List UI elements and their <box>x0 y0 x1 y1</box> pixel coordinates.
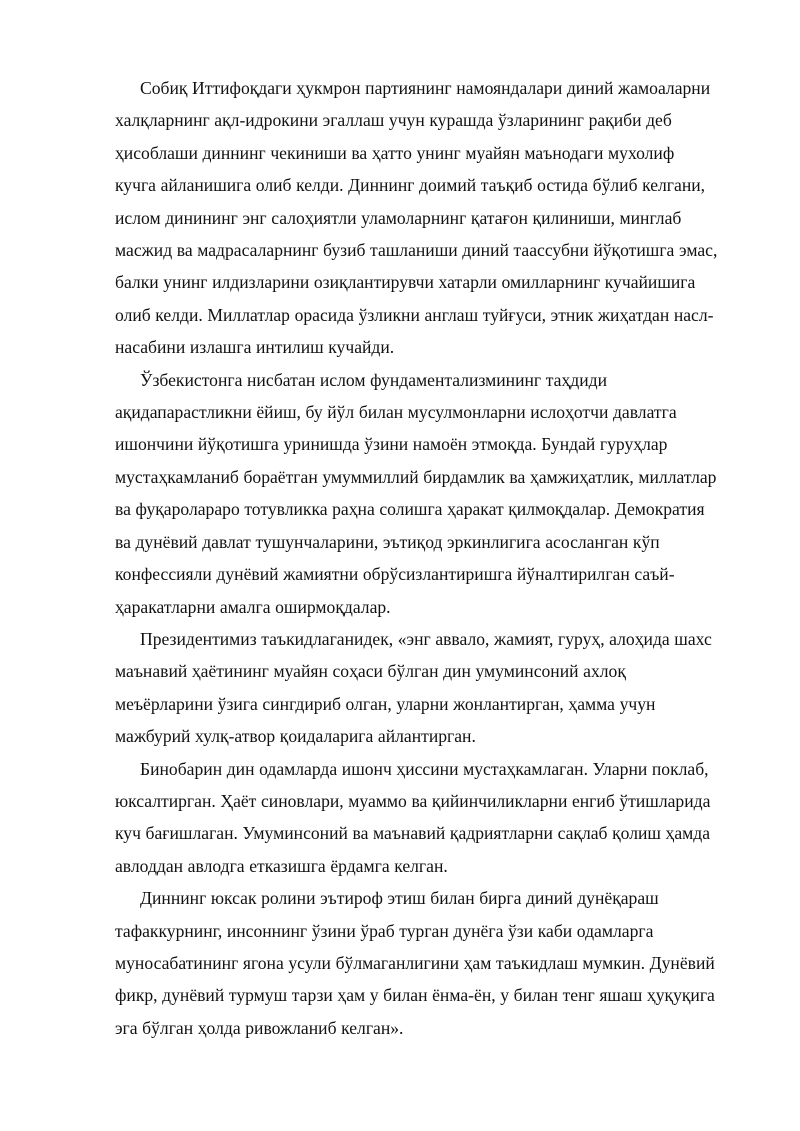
paragraph-4: Бинобарин дин одамларда ишонч ҳиссини мустаҳкамлаган. Уларни поклаб, юксалтирган. Ҳаёт синовлари, муаммо ва қийинчиликларни енгиб ўтишларида куч бағишлаган. Умуминсоний ва маънавий қадриятларни сақлаб қолиш ҳамда авлоддан авлодга етказишга ёрдамга келган. <box>115 758 711 876</box>
paragraph-2: Ўзбекистонга нисбатан ислом фундаментализмининг таҳдиди ақидапарастликни ёйиш, бу йўл билан мусулмонларни ислоҳотчи давлатга ишончини йўқотишга уринишда ўзини намоён этмоқда. Бундай гуруҳлар мустаҳкамланиб бораётган умуммиллий бирдамлик ва ҳамжиҳатлик, миллатлар ва фуқаролараро тотувликка раҳна солишга ҳаракат қилмоқдалар. Демократия ва дунёвий давлат тушунчаларини, эътиқод эркинлигига асосланган кўп конфессияли дунёвий жамиятни обрўсизлантиришга йўналтирилган саъй-ҳаракатларни амалга оширмоқдалар. <box>115 369 717 617</box>
paragraph-1: Собиқ Иттифоқдаги ҳукмрон партиянинг намояндалари диний жамоаларни халқларнинг ақл-идрокини эгаллаш учун курашда ўзларининг рақиби деб ҳисоблаши диннинг чекиниши ва ҳатто унинг муайян маънодаги мухолиф кучга айланишига олиб келди. Диннинг доимий таъқиб остида бўлиб келгани, ислом динининг энг салоҳиятли уламоларнинг қатағон қилиниши, минглаб масжид ва мадрасаларнинг бузиб ташланиши диний таассубни йўқотишга эмас, балки унинг илдизларини озиқлантирувчи хатарли омилларнинг кучайишига олиб келди. Миллатлар орасида ўзликни англаш туйғуси, этник жиҳатдан насл-насабини излашга интилиш кучайди. <box>115 78 718 358</box>
paragraph-5: Диннинг юксак ролини эътироф этиш билан бирга диний дунёқараш тафаккурнинг, инсоннинг ўзини ўраб турган дунёга ўзи каби одамларга муносабатининг ягона усули бўлмаганлигини ҳам таъкидлаш мумкин. Дунёвий фикр, дунёвий турмуш тарзи ҳам у билан ёнма-ён, у билан тенг яшаш ҳуқуқига эга бўлган ҳолда ривожланиб келган». <box>115 888 715 1038</box>
paragraph-3: Президентимиз таъкидлаганидек, «энг аввало, жамият, гуруҳ, алоҳида шахс маънавий ҳаётининг муайян соҳаси бўлган дин умуминсоний ахлоқ меъёрларини ўзига сингдириб олган, уларни жонлантирган, ҳамма учун мажбурий хулқ-атвор қоидаларига айлантирган. <box>115 628 712 747</box>
